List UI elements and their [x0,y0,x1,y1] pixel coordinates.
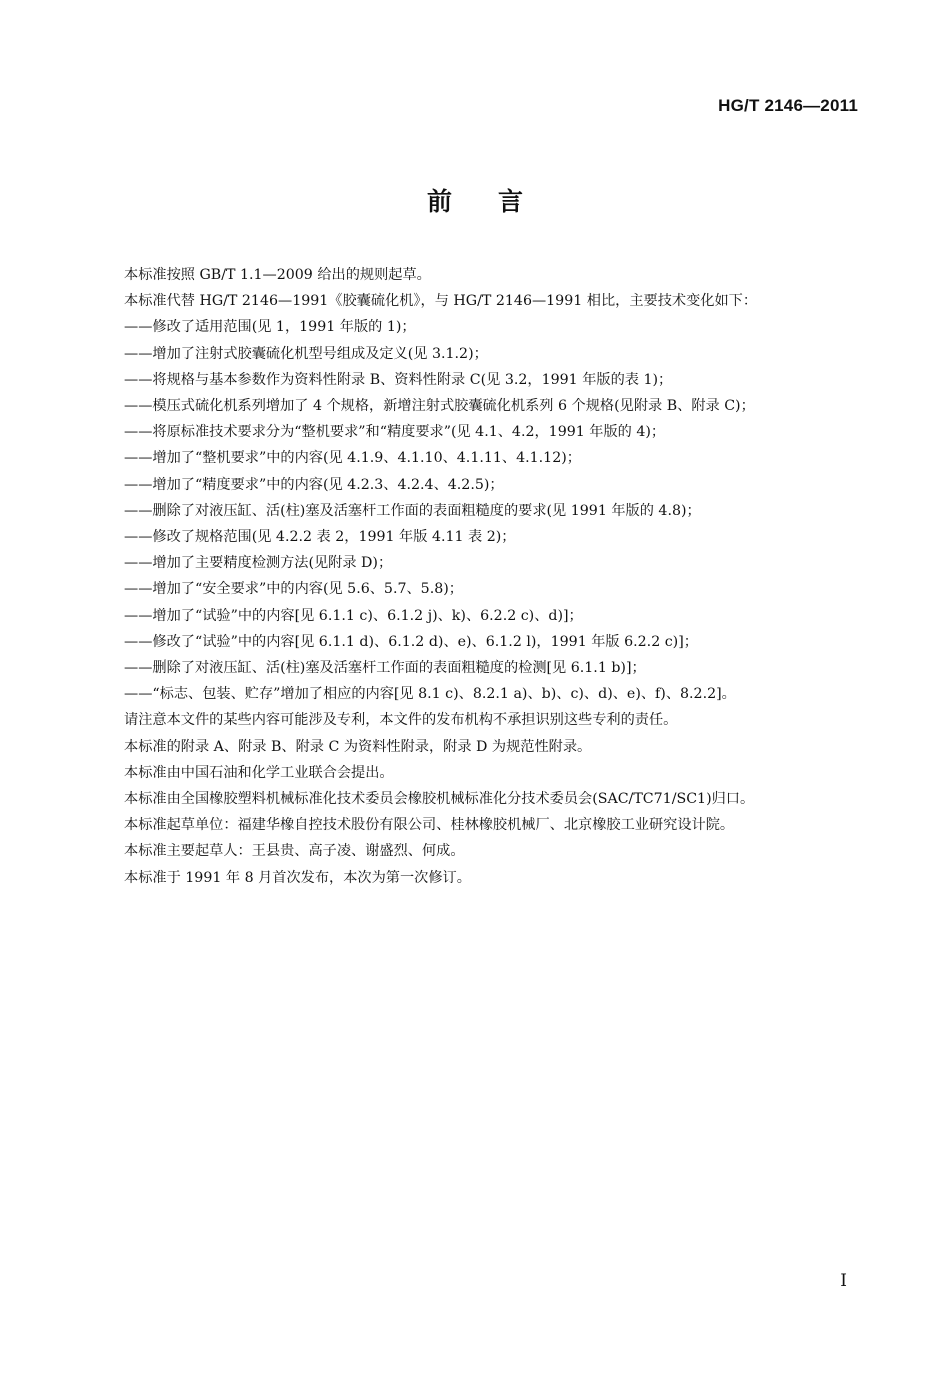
change-item: ——修改了“试验”中的内容[见 6.1.1 d)、6.1.2 d)、e)、6.1.2 l)，1991 年版 6.2.2 c)]； [124,633,698,650]
change-item: ——模压式硫化机系列增加了 4 个规格，新增注射式胶囊硫化机系列 6 个规格(见附录 B、附录 C)； [124,398,755,415]
paragraph-annex-note: 本标准的附录 A、附录 B、附录 C 为资料性附录，附录 D 为规范性附录。 [124,738,592,755]
paragraph-patent-notice: 请注意本文件的某些内容可能涉及专利，本文件的发布机构不承担识别这些专利的责任。 [124,712,678,729]
change-item: ——增加了“试验”中的内容[见 6.1.1 c)、6.1.2 j)、k)、6.2.2 c)、d)]； [124,607,583,624]
change-item: ——删除了对液压缸、活(柱)塞及活塞杆工作面的表面粗糙度的检测[见 6.1.1 b)]； [124,660,646,677]
paragraph-drafters: 本标准主要起草人：王县贵、高子凌、谢盛烈、何成。 [124,843,465,860]
change-item: ——增加了注射式胶囊硫化机型号组成及定义(见 3.1.2)； [124,345,488,362]
change-item: ——增加了“安全要求”中的内容(见 5.6、5.7、5.8)； [124,581,463,598]
change-item: ——将原标准技术要求分为“整机要求”和“精度要求”(见 4.1、4.2，1991 年版的 4)； [124,424,666,441]
change-item: ——删除了对液压缸、活(柱)塞及活塞杆工作面的表面粗糙度的要求(见 1991 年版的 4.8)； [124,502,701,519]
paragraph-publication-history: 本标准于 1991 年 8 月首次发布，本次为第一次修订。 [124,869,471,886]
paragraph-replacement-note: 本标准代替 HG/T 2146—1991《胶囊硫化机》，与 HG/T 2146—1991 相比，主要技术变化如下： [124,293,758,310]
foreword-body [91,262,861,891]
change-item: ——增加了“整机要求”中的内容(见 4.1.9、4.1.10、4.1.11、4.1.12)； [124,450,581,467]
paragraph-drafting-rules: 本标准按照 GB/T 1.1—2009 给出的规则起草。 [124,267,431,283]
page-title: 前言 [426,187,569,216]
paragraph-proposer: 本标准由中国石油和化学工业联合会提出。 [124,764,394,781]
document-code: HG/T 2146—2011 [718,96,858,115]
page-number: I [840,1271,847,1291]
change-item: ——增加了“精度要求”中的内容(见 4.2.3、4.2.4、4.2.5)； [124,476,504,493]
paragraph-committee: 本标准由全国橡胶塑料机械标准化技术委员会橡胶机械标准化分技术委员会(SAC/TC71/SC1)归口。 [124,791,755,808]
change-item: ——修改了适用范围(见 1，1991 年版的 1)； [124,319,416,336]
change-item: ——将规格与基本参数作为资料性附录 B、资料性附录 C(见 3.2，1991 年版的表 1)； [124,371,673,388]
change-item: ——增加了主要精度检测方法(见附录 D)； [124,555,393,572]
change-item: ——修改了规格范围(见 4.2.2 表 2，1991 年版 4.11 表 2)； [124,529,516,546]
paragraph-drafting-units: 本标准起草单位：福建华橡自控技术股份有限公司、桂林橡胶机械厂、北京橡胶工业研究设计院。 [124,817,735,834]
change-item: ——“标志、包装、贮存”增加了相应的内容[见 8.1 c)、8.2.1 a)、b)、c)、d)、e)、f)、8.2.2]。 [124,686,736,703]
